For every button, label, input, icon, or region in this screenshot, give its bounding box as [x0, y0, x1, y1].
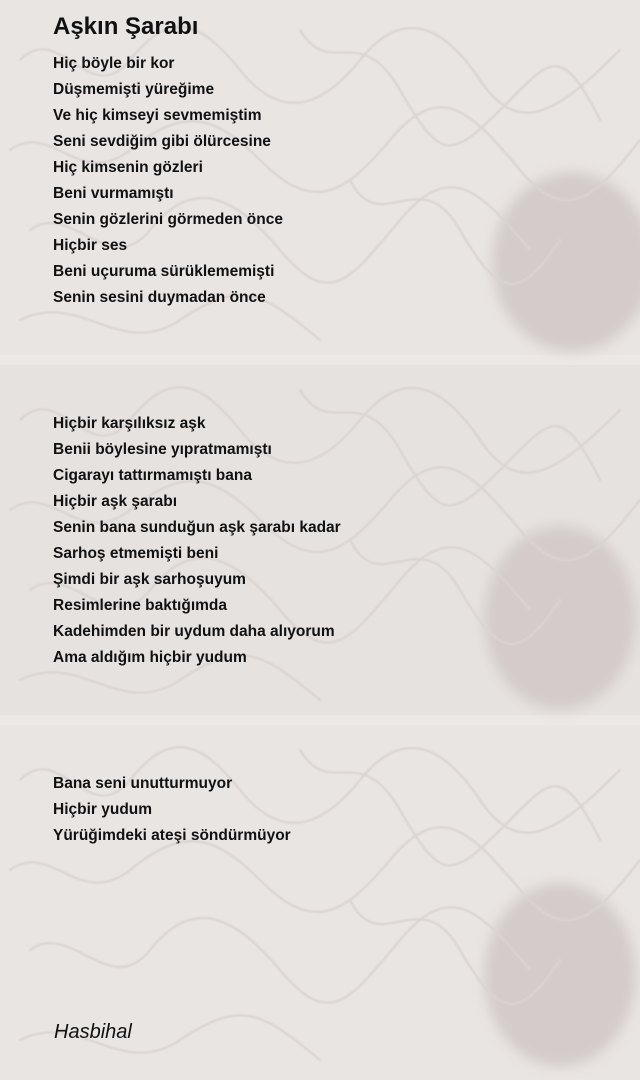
poem-line: Resimlerine baktığımda: [53, 597, 228, 614]
poem-line: Kadehimden bir uydum daha alıyorum: [53, 623, 335, 640]
poem-line: Senin bana sunduğun aşk şarabı kadar: [53, 519, 341, 536]
poem-line: Hiçbir karşılıksız aşk: [53, 415, 206, 432]
poem-line: Hiçbir yudum: [53, 801, 153, 818]
poem-line: Hiç böyle bir kor: [53, 55, 175, 72]
poem-line: Cigarayı tattırmamıştı bana: [53, 467, 252, 484]
poem-line: Ve hiç kimseyi sevmemiştim: [53, 107, 262, 124]
stanza-1: [53, 51, 283, 311]
poem-line: Hiç kimsenin gözleri: [53, 159, 203, 176]
poem-line: Benii böylesine yıpratmamıştı: [53, 441, 272, 458]
poem-line: Beni uçuruma sürüklememişti: [53, 263, 275, 280]
poem-line: Senin gözlerini görmeden önce: [53, 211, 283, 228]
poem-line: Şimdi bir aşk sarhoşuyum: [53, 571, 246, 588]
poem-line: Hiçbir aşk şarabı: [53, 493, 178, 510]
stanza-3: [53, 771, 291, 849]
poem-line: Yürüğimdeki ateşi söndürmüyor: [53, 827, 291, 844]
poem-line: Ama aldığım hiçbir yudum: [53, 649, 247, 666]
poem-line: Bana seni unutturmuyor: [53, 775, 233, 792]
poem-author: Hasbihal: [54, 1021, 132, 1043]
poem-line: Hiçbir ses: [53, 237, 128, 254]
poem-line: Beni vurmamıştı: [53, 185, 174, 202]
poem-line: Senin sesini duymadan önce: [53, 289, 266, 306]
poem-line: Düşmemişti yüreğime: [53, 81, 215, 98]
poem-line: Seni sevdiğim gibi ölürcesine: [53, 133, 271, 150]
poem-line: Sarhoş etmemişti beni: [53, 545, 219, 562]
stanza-2: [53, 411, 341, 671]
poem-title: Aşkın Şarabı: [53, 13, 199, 40]
